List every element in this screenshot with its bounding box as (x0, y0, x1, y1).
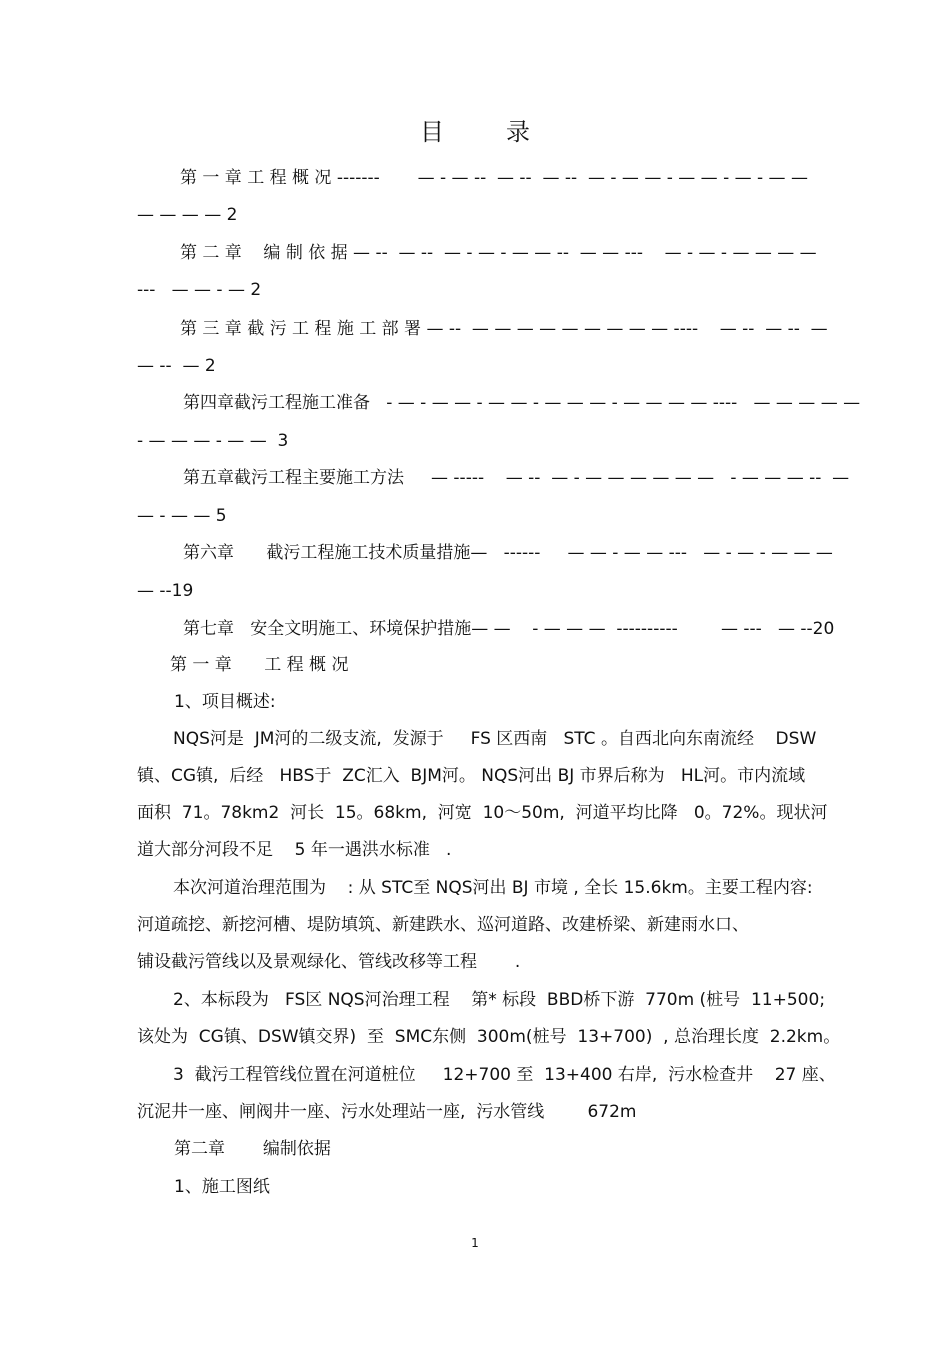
paragraph-line: 本次河道治理范围为 : 从 STC至 NQS河出 BJ 市境 , 全长 15.6km。主要工程内容: (173, 878, 813, 898)
section-heading: 1、施工图纸 (174, 1177, 270, 1197)
toc-entry-1-cont[interactable]: — — — — 2 (137, 205, 238, 225)
paragraph-line: NQS河是 JM河的二级支流, 发源于 FS 区西南 STC 。自西北向东南流经 DSW (173, 729, 817, 749)
paragraph-line: 3 截污工程管线位置在河道桩位 12+700 至 13+400 右岸, 污水检查井 27 座、 (173, 1065, 836, 1085)
toc-entry-7[interactable]: 第七章 安全文明施工、环境保护措施— — - — — — ---------- — --- — --20 (183, 619, 835, 639)
toc-entry-2[interactable]: 第 二 章 编 制 依 据 — -- — -- — - — - — — -- — — --- — - — - — — — — (180, 243, 817, 263)
chapter-2-heading: 第二章 编制依据 (174, 1139, 331, 1159)
toc-entry-6-cont[interactable]: — --19 (137, 581, 194, 601)
toc-entry-2-cont[interactable]: --- — — - — 2 (137, 280, 262, 300)
paragraph-line: 沉泥井一座、闸阀井一座、污水处理站一座, 污水管线 672m (137, 1102, 637, 1122)
toc-entry-3[interactable]: 第 三 章 截 污 工 程 施 工 部 署 — -- — — — — — — — — — ---- — -- — -- — (180, 319, 828, 339)
toc-entry-6[interactable]: 第六章 截污工程施工技术质量措施— ------ — — - — — --- — - — - — — — (183, 543, 833, 563)
toc-entry-4[interactable]: 第四章截污工程施工准备 - — - — — - — — - — — — - — — — — ---- — — — — — (183, 393, 861, 413)
toc-entry-5-cont[interactable]: — - — — 5 (137, 506, 227, 526)
paragraph-line: 面积 71。78km2 河长 15。68km, 河宽 10～50m, 河道平均比降 0。72%。现状河 (137, 803, 828, 823)
paragraph-line: 道大部分河段不足 5 年一遇洪水标准 . (137, 840, 452, 860)
page-number: 1 (471, 1236, 479, 1250)
paragraph-line: 2、本标段为 FS区 NQS河治理工程 第* 标段 BBD桥下游 770m (桩号 11+500; (173, 990, 826, 1010)
toc-entry-5[interactable]: 第五章截污工程主要施工方法 — ----- — -- — - — — — — — — - — — — -- — (183, 468, 850, 488)
paragraph-line: 河道疏挖、新挖河槽、堤防填筑、新建跌水、巡河道路、改建桥梁、新建雨水口、 (137, 915, 749, 935)
section-heading: 1、项目概述: (174, 692, 276, 712)
toc-entry-1[interactable]: 第 一 章 工 程 概 况 ------- — - — -- — -- — -- — - — — - — — - — - — — (180, 168, 808, 188)
paragraph-line: 该处为 CG镇、DSW镇交界) 至 SMC东侧 300m(桩号 13+700) , 总治理长度 2.2km。 (137, 1027, 841, 1047)
toc-entry-3-cont[interactable]: — -- — 2 (137, 356, 216, 376)
page-title: 目录 (420, 118, 592, 146)
toc-entry-4-cont[interactable]: - — — — - — — 3 (137, 431, 289, 451)
paragraph-line: 镇、CG镇, 后经 HBS于 ZC汇入 BJM河。 NQS河出 BJ 市界后称为 HL河。市内流域 (137, 766, 806, 786)
chapter-1-heading: 第 一 章 工 程 概 况 (170, 655, 349, 675)
paragraph-line: 铺设截污管线以及景观绿化、管线改移等工程 . (137, 952, 521, 972)
